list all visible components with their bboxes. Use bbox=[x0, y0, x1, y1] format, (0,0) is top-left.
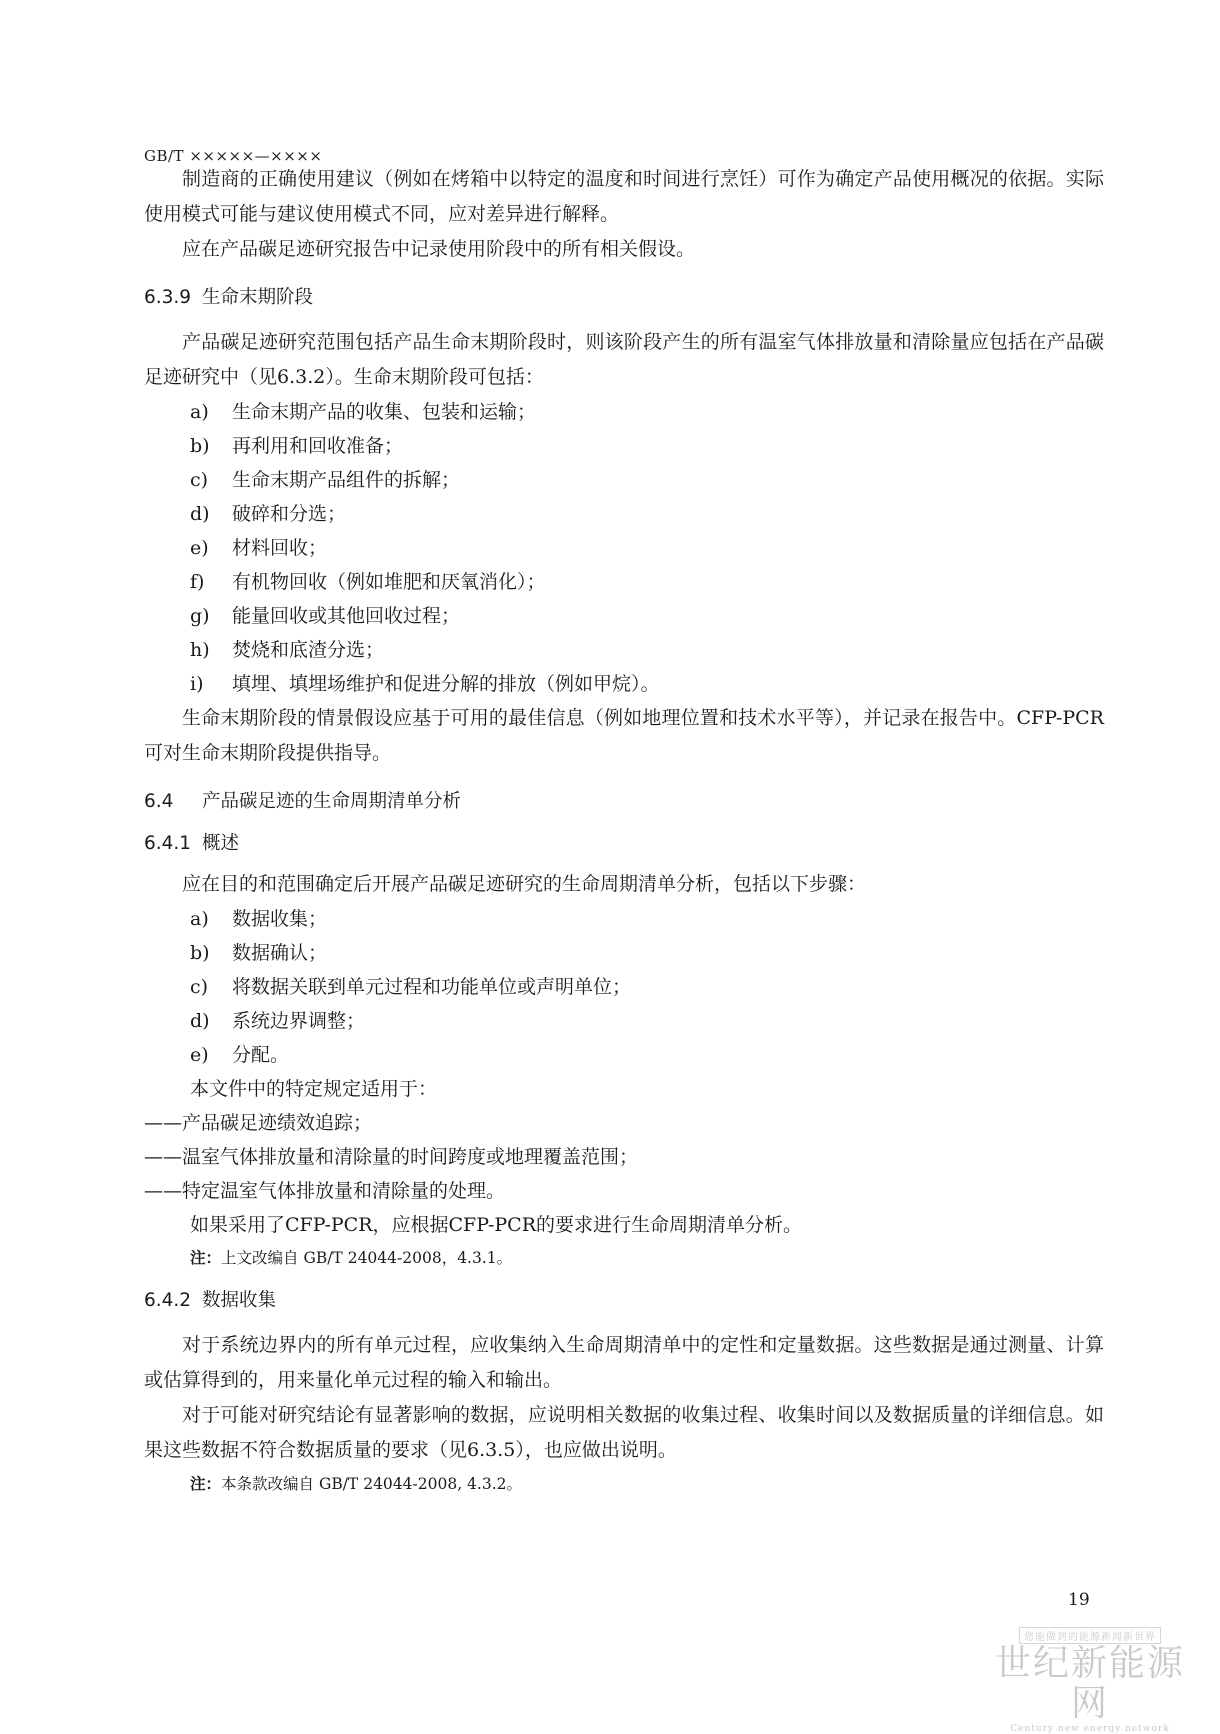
list-marker: d) bbox=[190, 1010, 210, 1032]
list-text: 填埋、填埋场维护和促进分解的排放（例如甲烷）。 bbox=[232, 673, 660, 695]
list-marker: g) bbox=[190, 605, 210, 627]
list-text: 再利用和回收准备； bbox=[232, 435, 404, 457]
list-marker: b) bbox=[190, 435, 210, 457]
intro-paragraph-2: 应在产品碳足迹研究报告中记录使用阶段中的所有相关假设。 bbox=[182, 238, 696, 260]
inventory-steps-list bbox=[144, 902, 1104, 1072]
section-6-4-1-paragraph: 应在目的和范围确定后开展产品碳足迹研究的生命周期清单分析，包括以下步骤： bbox=[182, 873, 867, 895]
section-title: 生命末期阶段 bbox=[202, 287, 314, 308]
list-marker: a) bbox=[190, 908, 209, 930]
page-content bbox=[144, 162, 1104, 1500]
standard-code-header: GB/T ×××××—×××× bbox=[144, 147, 323, 165]
note-text: 上文改编自 GB/T 24044-2008，4.3.1。 bbox=[221, 1249, 513, 1267]
end-of-life-list bbox=[144, 395, 1104, 701]
section-6-4-heading bbox=[144, 787, 1104, 817]
section-6-3-9-paragraph: 产品碳足迹研究范围包括产品生命末期阶段时，则该阶段产生的所有温室气体排放量和清除量应包括在产品碳足迹研究中（见6.3.2）。生命末期阶段可包括： bbox=[144, 331, 1104, 388]
list-text: 材料回收； bbox=[232, 537, 328, 559]
list-item bbox=[144, 970, 1104, 1004]
list-item bbox=[144, 1038, 1104, 1072]
pcr-line: 如果采用了CFP-PCR，应根据CFP-PCR的要求进行生命周期清单分析。 bbox=[190, 1214, 803, 1236]
section-6-4-2-paragraph-2: 对于可能对研究结论有显著影响的数据，应说明相关数据的收集过程、收集时间以及数据质量的详细信息。如果这些数据不符合数据质量的要求（见6.3.5），也应做出说明。 bbox=[144, 1404, 1104, 1461]
list-item bbox=[144, 633, 1104, 667]
dash-item: ——特定温室气体排放量和清除量的处理。 bbox=[144, 1180, 506, 1202]
watermark-tagline: 您能做到的能源新闻新世界 bbox=[1019, 1627, 1161, 1644]
list-marker: i) bbox=[190, 673, 204, 695]
list-item bbox=[144, 531, 1104, 565]
list-item bbox=[144, 497, 1104, 531]
list-text: 破碎和分选； bbox=[232, 503, 347, 525]
list-item bbox=[144, 902, 1104, 936]
list-text: 能量回收或其他回收过程； bbox=[232, 605, 461, 627]
list-marker: a) bbox=[190, 401, 209, 423]
list-marker: e) bbox=[190, 537, 209, 559]
note-6-4-1 bbox=[144, 1242, 1104, 1274]
note-label: 注： bbox=[190, 1474, 222, 1493]
section-title: 概述 bbox=[202, 833, 240, 854]
section-6-3-9-heading bbox=[144, 283, 1104, 313]
section-number: 6.4.2 bbox=[144, 1290, 192, 1311]
section-6-3-9-paragraph-2: 生命末期阶段的情景假设应基于可用的最佳信息（例如地理位置和技术水平等），并记录在报告中。CFP-PCR可对生命末期阶段提供指导。 bbox=[144, 707, 1104, 764]
section-6-4-1-heading bbox=[144, 829, 1104, 859]
list-marker: c) bbox=[190, 469, 209, 491]
list-item bbox=[144, 395, 1104, 429]
list-marker: b) bbox=[190, 942, 210, 964]
section-6-4-2-paragraph-1: 对于系统边界内的所有单元过程，应收集纳入生命周期清单中的定性和定量数据。这些数据是通过测量、计算或估算得到的，用来量化单元过程的输入和输出。 bbox=[144, 1334, 1104, 1391]
list-marker: h) bbox=[190, 639, 210, 661]
list-text: 有机物回收（例如堆肥和厌氧消化）； bbox=[232, 571, 546, 593]
list-text: 系统边界调整； bbox=[232, 1010, 366, 1032]
list-item bbox=[144, 599, 1104, 633]
note-6-4-2 bbox=[144, 1468, 1104, 1500]
scope-line: 本文件中的特定规定适用于： bbox=[190, 1078, 438, 1100]
section-6-4-2-heading bbox=[144, 1286, 1104, 1316]
section-number: 6.3.9 bbox=[144, 287, 192, 308]
watermark-title: 世纪新能源网 bbox=[994, 1643, 1185, 1724]
note-label: 注： bbox=[190, 1248, 222, 1267]
list-marker: e) bbox=[190, 1044, 209, 1066]
list-item bbox=[144, 1004, 1104, 1038]
list-text: 生命末期产品组件的拆解； bbox=[232, 469, 461, 491]
section-number: 6.4 bbox=[144, 791, 174, 812]
watermark-logo bbox=[990, 1625, 1190, 1734]
section-title: 数据收集 bbox=[202, 1290, 277, 1311]
list-item bbox=[144, 429, 1104, 463]
list-marker: d) bbox=[190, 503, 210, 525]
section-title: 产品碳足迹的生命周期清单分析 bbox=[202, 791, 462, 812]
list-text: 数据收集； bbox=[232, 908, 328, 930]
section-number: 6.4.1 bbox=[144, 833, 192, 854]
list-text: 生命末期产品的收集、包装和运输； bbox=[232, 401, 537, 423]
list-item bbox=[144, 463, 1104, 497]
dash-item: ——温室气体排放量和清除量的时间跨度或地理覆盖范围； bbox=[144, 1146, 639, 1168]
list-item bbox=[144, 667, 1104, 701]
list-item bbox=[144, 936, 1104, 970]
list-text: 将数据关联到单元过程和功能单位或声明单位； bbox=[232, 976, 632, 998]
list-marker: c) bbox=[190, 976, 209, 998]
note-text: 本条款改编自 GB/T 24044-2008, 4.3.2。 bbox=[221, 1475, 522, 1493]
intro-paragraph-1: 制造商的正确使用建议（例如在烤箱中以特定的温度和时间进行烹饪）可作为确定产品使用概况的依据。实际使用模式可能与建议使用模式不同，应对差异进行解释。 bbox=[144, 168, 1104, 225]
list-text: 焚烧和底渣分选； bbox=[232, 639, 385, 661]
page-number: 19 bbox=[1068, 1590, 1090, 1610]
dash-item: ——产品碳足迹绩效追踪； bbox=[144, 1112, 373, 1134]
list-marker: f) bbox=[190, 571, 205, 593]
watermark-subtitle: Century new energy network bbox=[1010, 1724, 1170, 1734]
list-item bbox=[144, 565, 1104, 599]
list-text: 分配。 bbox=[232, 1044, 290, 1066]
list-text: 数据确认； bbox=[232, 942, 328, 964]
